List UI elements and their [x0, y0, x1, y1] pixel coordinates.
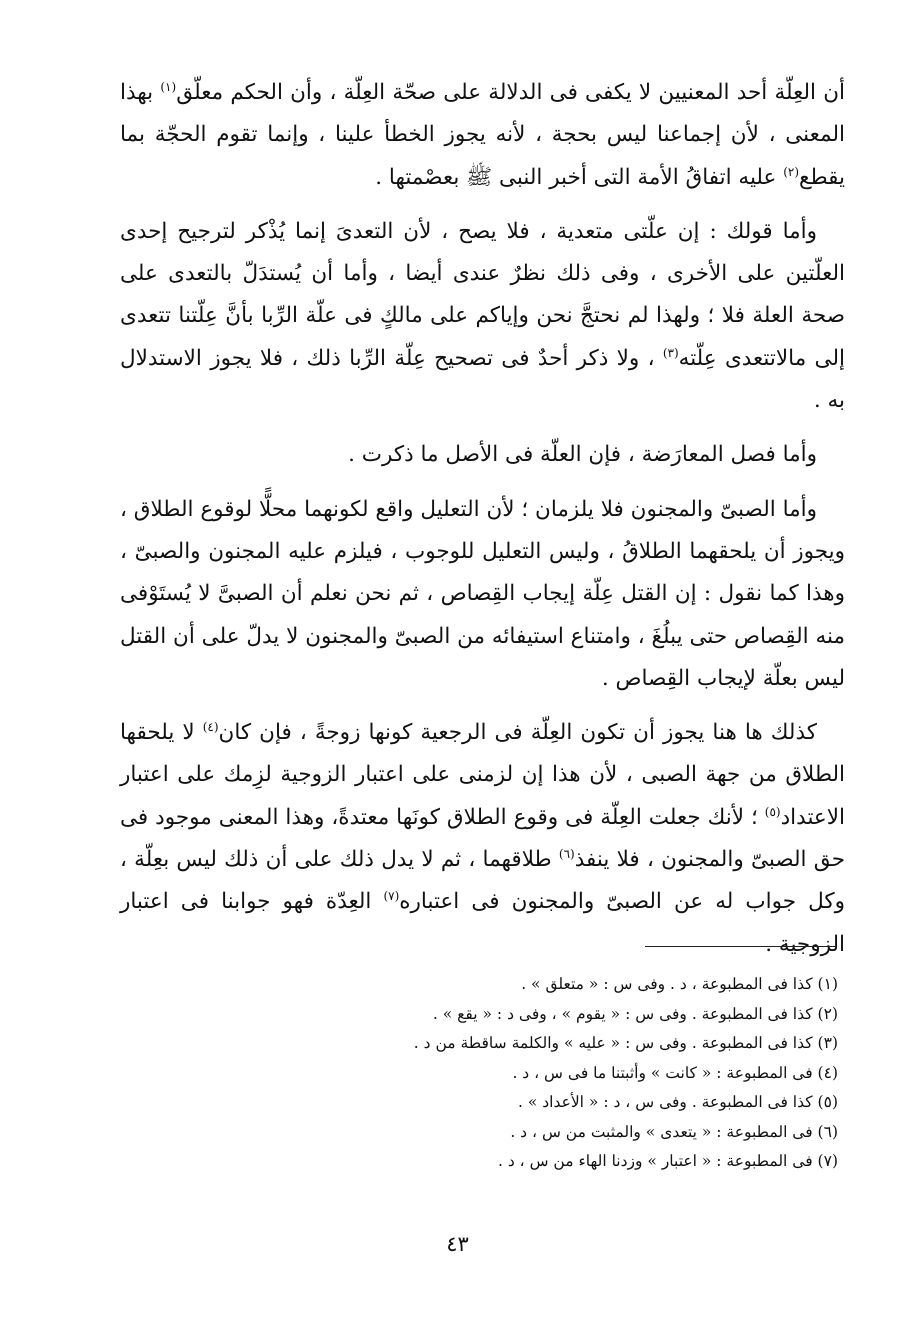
text-segment: العِدّة فهو جوابنا فى اعتبار الزوجية .	[120, 889, 845, 957]
footnote-4: (٤) فى المطبوعة : « كانت » وأثبتنا ما فى س ، د .	[512, 1063, 838, 1082]
footnote-1: (١) كذا فى المطبوعة ، د . وفى س : « متعلق » .	[521, 975, 838, 993]
paragraph-2	[120, 211, 845, 422]
text-segment: كذلك ها هنا يجوز أن تكون العِلّة فى الرجعية كونها زوجةً ، فإن كان	[218, 720, 817, 746]
text-segment: لا يلحقها الطلاق من جهة الصبى ، لأن هذا إن لزمنى على اعتبار الزوجية لزِمك على اعتبار الاعتداد	[120, 720, 845, 830]
footnote-2: (٢) كذا فى المطبوعة . وفى س : « يقوم » ، وفى د : « يقع » .	[432, 1004, 838, 1023]
footnote-separator	[645, 946, 835, 947]
page-number: ٤٣	[446, 1232, 469, 1256]
text-segment: وأما الصبىّ والمجنون فلا يلزمان ؛ لأن التعليل واقع لكونهما محلًّا لوقوع الطلاق ، ويجوز أن يلحقهما الطلاقُ ، وليس التعليل للوجوب ، فيلزم عليه المجنون والصبىّ ، وهذا كما نقول : إن القتل عِلّة إيجاب القِصاص ، ثم نحن نعلم أن الصبىَّ لا يُستَوْفى منه القِصاص حتى يبلُغَ ، وامتناع استيفائه من الصبىّ والمجنون لا يدلّ على أن القتل ليس بعلّة لإيجاب القِصاص .	[120, 496, 845, 691]
footnote-6: (٦) فى المطبوعة : « يتعدى » والمثبت من س ، د .	[510, 1122, 838, 1141]
paragraph-4	[120, 489, 845, 700]
footnote-ref-1[interactable]: (١)	[160, 79, 177, 94]
footnote-ref-5[interactable]: (٥)	[764, 804, 781, 819]
body-text	[120, 72, 845, 978]
paragraph-1	[120, 72, 845, 199]
text-segment: بهذا المعنى ، لأن إجماعنا ليس بحجة ، لأنه يجوز الخطأ علينا ، وإنما تقوم الحجّة بما يقطع	[120, 80, 845, 190]
text-segment: عليه اتفاقُ الأمة التى أخبر النبى ﷺ بعصْمتها .	[375, 164, 784, 190]
footnote-ref-4[interactable]: (٤)	[202, 720, 219, 734]
text-segment: طلاقهما ، ثم لا يدل ذلك على أن ذلك ليس بعِلّة ، وكل جواب له عن الصبىّ والمجنون فى اعتباره	[120, 847, 845, 915]
text-segment: ، ولا ذكر أحدٌ فى تصحيح عِلّة الرِّبا ذلك ، فلا يجوز الاستدلال به .	[120, 345, 845, 414]
footnote-ref-2[interactable]: (٢)	[783, 164, 800, 179]
text-segment: ؛ لأنك جعلت العِلّة فى وقوع الطلاق كونَها معتدةً، وهذا المعنى موجود فى حق الصبىّ والمجنون ، فلا ينفذ	[120, 804, 845, 873]
text-segment: وأما فصل المعارَضة ، فإن العلّة فى الأصل ما ذكرت .	[348, 442, 817, 468]
paragraph-5	[120, 712, 845, 966]
text-segment: وأما قولك : إن علّتى متعدية ، فلا يصح ، لأن التعدىَ إنما يُذْكر لترجيح إحدى العلّتين على الأخرى ، وفى ذلك نظرٌ عندى أيضا ، وأما أن يُستدَلّ بالتعدى على صحة العلة فلا ؛ ولهذا لم نحتجَّ نحن وإياكم على مالكٍ فى علّة الرِّبا بأنَّ عِلّتنا تتعدى إلى مالاتتعدى عِلّته	[120, 218, 845, 371]
footnote-ref-7[interactable]: (٧)	[383, 889, 400, 904]
footnote-3: (٣) كذا فى المطبوعة . وفى س : « عليه » والكلمة ساقطة من د .	[413, 1034, 838, 1052]
footnotes	[120, 970, 838, 1177]
paragraph-3	[120, 434, 845, 476]
text-segment: أن العِلّة أحد المعنيين لا يكفى فى الدلالة على صحّة العِلّة ، وأن الحكم معلّق	[176, 80, 845, 105]
footnote-5: (٥) كذا فى المطبوعة . وفى س ، د : « الأعداد » .	[517, 1093, 838, 1111]
footnote-ref-3[interactable]: (٣)	[662, 345, 679, 360]
footnote-7: (٧) فى المطبوعة : « اعتبار » وزدنا الهاء من س ، د .	[497, 1152, 838, 1170]
footnote-ref-6[interactable]: (٦)	[558, 846, 575, 861]
